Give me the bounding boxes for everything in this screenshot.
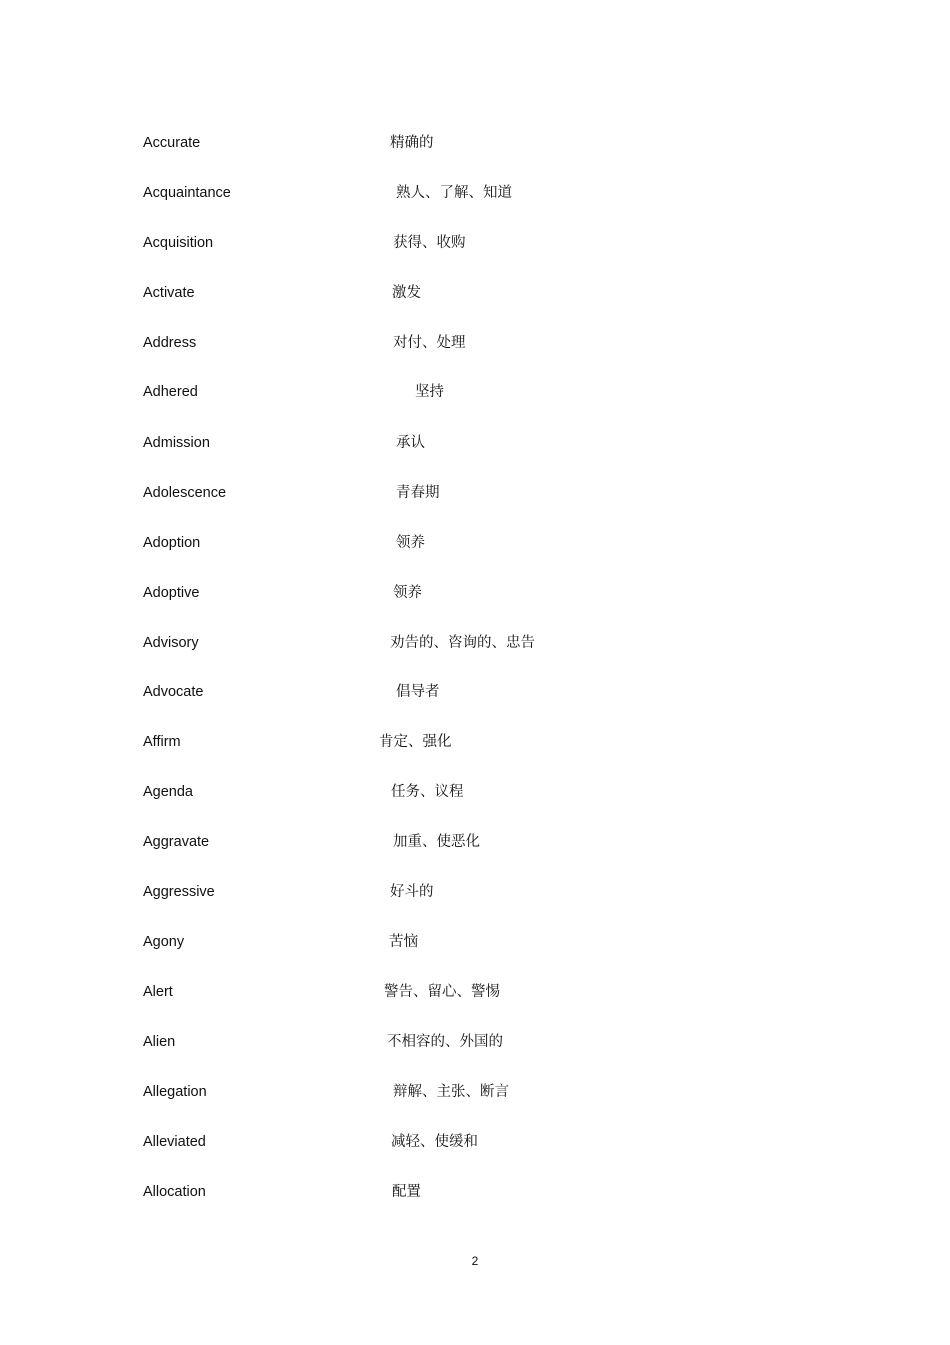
vocab-entry: [0, 1080, 950, 1104]
vocab-entry: [0, 431, 950, 455]
vocab-entry: [0, 930, 950, 954]
vocab-word: Advocate: [143, 684, 204, 700]
vocab-word: Agony: [143, 934, 185, 950]
vocab-meaning: 倡导者: [396, 684, 440, 700]
vocab-word: Affirm: [143, 734, 181, 750]
vocab-entry: [0, 481, 950, 505]
vocab-meaning: 承认: [396, 435, 425, 451]
vocab-meaning: 不相容的、外国的: [387, 1034, 503, 1050]
vocab-entry: [0, 880, 950, 904]
vocab-entry: [0, 1030, 950, 1054]
vocab-word: Agenda: [143, 784, 193, 800]
vocab-entry: [0, 1180, 950, 1204]
vocab-word: Aggressive: [143, 884, 215, 900]
vocab-entry: [0, 380, 950, 404]
vocab-entry: [0, 131, 950, 155]
vocab-word: Admission: [143, 435, 210, 451]
vocab-meaning: 好斗的: [390, 884, 434, 900]
vocab-entry: [0, 730, 950, 754]
vocab-word: Adolescence: [143, 485, 227, 501]
vocab-entry: [0, 581, 950, 605]
vocab-meaning: 青春期: [396, 485, 440, 501]
vocab-meaning: 对付、处理: [393, 335, 466, 351]
vocab-word: Activate: [143, 285, 195, 301]
vocab-meaning: 减轻、使缓和: [391, 1134, 478, 1150]
vocab-word: Acquisition: [143, 235, 214, 251]
vocab-word: Allocation: [143, 1184, 206, 1200]
vocab-meaning: 辩解、主张、断言: [393, 1084, 509, 1100]
vocab-word: Adoptive: [143, 585, 200, 601]
vocab-entry: [0, 631, 950, 655]
vocab-meaning: 坚持: [415, 384, 444, 400]
vocab-entry: [0, 281, 950, 305]
vocab-meaning: 激发: [392, 285, 421, 301]
vocab-meaning: 领养: [393, 585, 422, 601]
vocab-entry: [0, 531, 950, 555]
vocab-word: Address: [143, 335, 197, 351]
vocab-meaning: 领养: [396, 535, 425, 551]
vocab-meaning: 警告、留心、警惕: [384, 984, 500, 1000]
vocab-meaning: 精确的: [390, 135, 434, 151]
vocab-meaning: 加重、使恶化: [393, 834, 480, 850]
page-number: 2: [471, 1254, 479, 1268]
vocab-meaning: 熟人、了解、知道: [396, 185, 512, 201]
vocab-entry: [0, 1130, 950, 1154]
vocab-meaning: 获得、收购: [393, 235, 466, 251]
vocab-word: Aggravate: [143, 834, 210, 850]
vocab-word: Alleviated: [143, 1134, 206, 1150]
vocab-entry: [0, 181, 950, 205]
vocab-meaning: 劝告的、咨询的、忠告: [390, 635, 535, 651]
vocab-word: Adoption: [143, 535, 201, 551]
vocab-entry: [0, 680, 950, 704]
vocab-entry: [0, 331, 950, 355]
vocab-word: Acquaintance: [143, 185, 231, 201]
vocab-entry: [0, 830, 950, 854]
vocab-entry: [0, 780, 950, 804]
vocab-meaning: 配置: [392, 1184, 421, 1200]
vocab-entry: [0, 980, 950, 1004]
vocab-entry: [0, 231, 950, 255]
vocab-word: Alien: [143, 1034, 176, 1050]
vocab-meaning: 肯定、强化: [379, 734, 452, 750]
vocab-word: Advisory: [143, 635, 199, 651]
vocab-word: Alert: [143, 984, 173, 1000]
vocab-word: Accurate: [143, 135, 201, 151]
vocab-word: Adhered: [143, 384, 198, 400]
vocab-meaning: 苦恼: [389, 934, 418, 950]
vocab-word: Allegation: [143, 1084, 207, 1100]
vocab-meaning: 任务、议程: [391, 784, 464, 800]
